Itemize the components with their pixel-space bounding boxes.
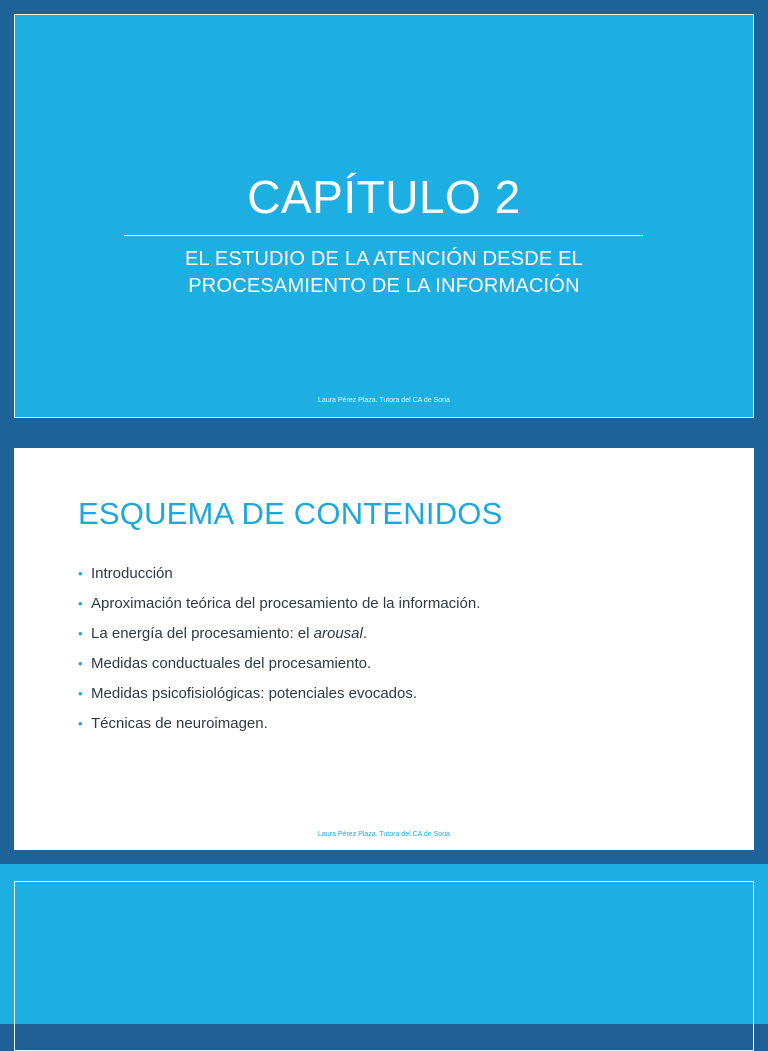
list-item: [78, 593, 480, 623]
subtitle-line-1: EL ESTUDIO DE LA ATENCIÓN DESDE EL: [184, 248, 584, 270]
subtitle-line-2: PROCESAMIENTO DE LA INFORMACIÓN: [188, 275, 580, 297]
bullet-icon: •: [78, 596, 83, 611]
list-item: [78, 713, 480, 743]
slide-footer: Laura Pérez Plaza. Tutora del CA de Soria: [318, 831, 450, 838]
bullet-icon: •: [78, 626, 83, 641]
bullet-icon: •: [78, 566, 83, 581]
list-item-text: Aproximación teórica del procesamiento de la información.: [91, 595, 481, 612]
contents-title: ESQUEMA DE CONTENIDOS: [78, 496, 503, 531]
list-item-text: Técnicas de neuroimagen.: [91, 715, 268, 732]
list-item-text: Medidas psicofisiológicas: potenciales evocados.: [91, 685, 418, 702]
list-item-italic: arousal: [313, 625, 363, 642]
title-divider: [124, 235, 643, 236]
contents-list: [78, 563, 480, 743]
chapter-subtitle: [0, 246, 768, 300]
list-item: [78, 683, 480, 713]
slide-footer: Laura Pérez Plaza. Tutora del CA de Soria: [318, 397, 450, 404]
slide-next-frame: [14, 881, 754, 1051]
bullet-icon: •: [78, 656, 83, 671]
bullet-icon: •: [78, 716, 83, 731]
list-item: [78, 653, 480, 683]
list-item: [78, 623, 480, 653]
list-item-text: La energía del procesamiento: el: [91, 625, 314, 642]
list-item-text: Medidas conductuales del procesamiento.: [91, 655, 372, 672]
list-item-text-end: .: [362, 625, 368, 642]
list-item: [78, 563, 480, 593]
bullet-icon: •: [78, 686, 83, 701]
list-item-text: Introducción: [91, 565, 173, 582]
slide-next: [0, 864, 768, 1024]
chapter-title: CAPÍTULO 2: [247, 171, 521, 223]
slide-next-panel: [0, 864, 768, 1024]
